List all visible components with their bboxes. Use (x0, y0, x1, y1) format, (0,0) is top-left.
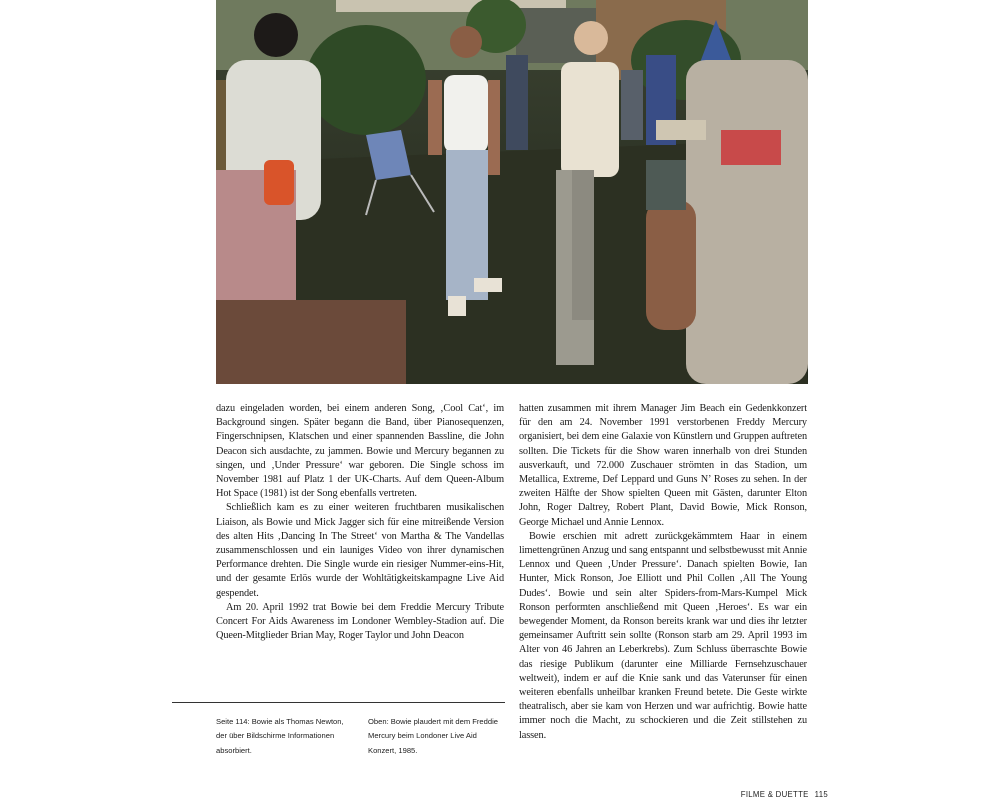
paragraph: hatten zusammen mit ihrem Manager Jim Beach ein Gedenkkonzert für den am 24. November 1991 verstorbenen Freddy Mercury organisiert, bei dem eine Galaxie von Künstlern und Gruppen auftreten sollten. Die Tickets für die Show waren innerhalb von drei Stunden ausverkauft, und 72.000 Zuschauer strömten in das Stadion, um Metallica, Extreme, Def Leppard und Guns N’ Roses zu sehen. In der zweiten Hälfte der Show spielten Queen mit Gästen, darunter Elton John, Roger Daltrey, Robert Plant, David Bowie, Mick Ronson, George Michael und Annie Lennox. (519, 403, 807, 528)
paragraph: Schließlich kam es zu einer weiteren fruchtbaren musikalischen Liaison, als Bowie und Mick Jagger sich für eine mitreißende Version des alten Hits ‚Dancing In The Street‘ von Martha & The Vandellas zusammenschlossen und ein launiges Video von ihrer dynamischen Performance drehten. Die Single wurde ein riesiger Nummer-eins-Hit, und der gesamte Erlös wurde der Wohltätigkeitskampagne Live Aid gespendet. (216, 502, 504, 599)
caption-divider (172, 702, 505, 703)
text-column-right (519, 402, 807, 743)
page-footer (735, 790, 828, 799)
page-number: 115 (814, 790, 828, 799)
paragraph: Am 20. April 1992 trat Bowie bei dem Freddie Mercury Tribute Concert For Aids Awareness im Londoner Wembley-Stadion auf. Die Queen-Mitglieder Brian May, Roger Taylor und John Deacon (216, 601, 504, 642)
footer-section-title: FILME & DUETTE (740, 790, 809, 799)
photo-illustration (216, 0, 808, 384)
caption-left: Seite 114: Bowie als Thomas Newton, der über Bildschirme Informationen absorbiert. (216, 717, 344, 755)
caption-right: Oben: Bowie plaudert mit dem Freddie Mercury beim Londoner Live Aid Konzert, 1985. (368, 717, 499, 755)
photo-backstage (216, 0, 808, 384)
paragraph: dazu eingeladen worden, bei einem anderen Song, ‚Cool Cat‘, im Background singen. Später begann die Band, über Pianosequenzen, Fingerschnipsen, Klatschen und einer spannenden Bassline, die John Deacon sich ausdachte, zu jammen. Bowie und Mercury begannen zu singen, und ‚Under Pressure‘ war geboren. Die Single schoss im November 1981 auf Platz 1 der UK-Charts. Auf dem Queen-Album Hot Space (1981) ist der Song ebenfalls vertreten. (216, 403, 504, 500)
paragraph: Bowie erschien mit adrett zurückgekämmtem Haar in einem limettengrünen Anzug und sang entspannt und selbstbewusst mit Annie Lennox und Queen ‚Under Pressure‘. Danach spielten Bowie, Ian Hunter, Mick Ronson, Joe Elliott und Phil Collen ‚All The Young Dudes‘. Bowie und sein alter Spiders-from-Mars-Kumpel Mick Ronson performten anschließend mit Queen ‚Heroes‘. Es war ein bewegender Moment, da Ronson bereits krank war und dies ihr letzter gemeinsamer Auftritt sein sollte (Ronson starb am 29. April 1993 im Alter von 46 Jahren an Leberkrebs). Zum Schluss überraschte Bowie das riesige Publikum (darunter eine Milliarde Fernsehzuschauer weltweit), indem er auf die Knie sank und das Vaterunser für einen weiteren ebenfalls unheilbar kranken Freund betete. Die Geste wirkte theatralisch, aber sie kam von Herzen und war aufrichtig. Bowie hatte immer noch die Macht, zu schockieren und die Zeit stillstehen zu lassen. (519, 530, 807, 741)
text-column-left (216, 402, 504, 643)
